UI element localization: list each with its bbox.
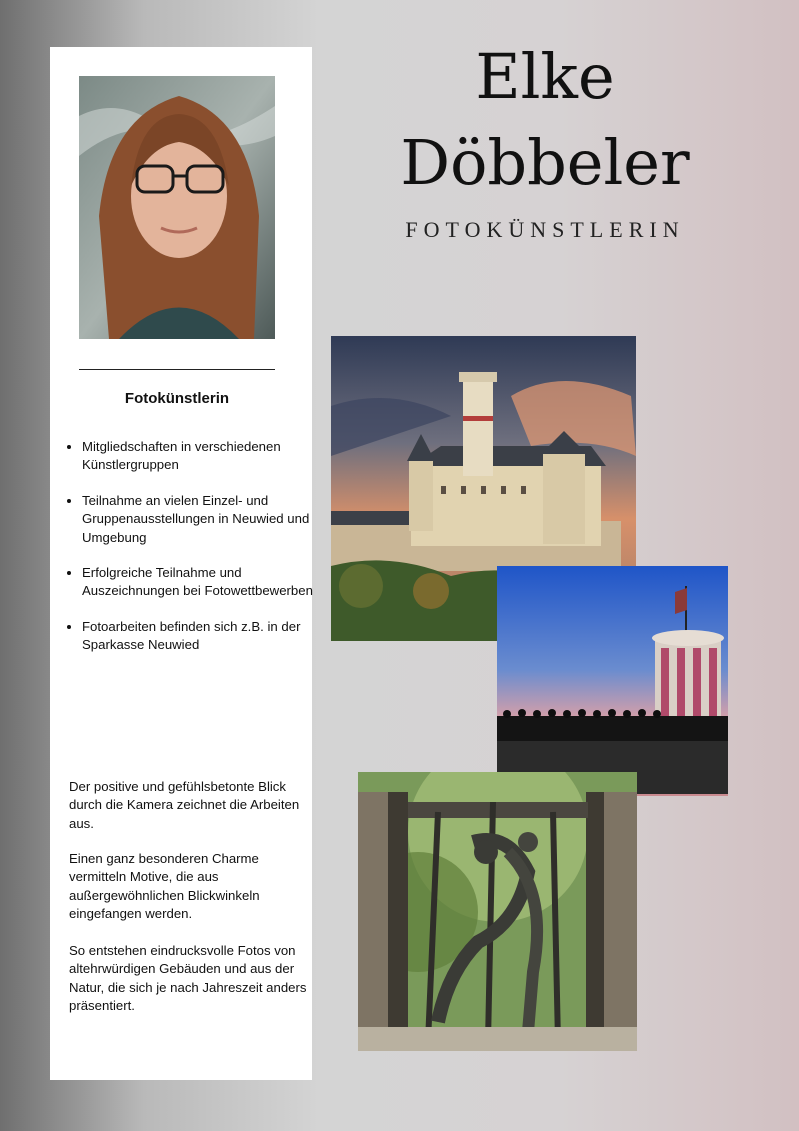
description-paragraph: So entstehen eindrucksvolle Fotos von altehrwürdigen Gebäuden und aus der Natur, die sich je nach Jahreszeit anders präsentiert. [69,943,307,1014]
panel-title: Fotokünstlerin [124,390,230,407]
list-item: • Teilnahme an vielen Einzel- und Gruppenausstellungen in Neuwied und Umgebung [82,492,322,547]
description-paragraph: Einen ganz besonderen Charme vermitteln Motive, die aus außergewöhnlichen Blickwinkeln eingefangen werden. [69,851,260,922]
tower-sunset-photo [497,566,728,796]
first-name-heading: Elke [475,40,615,113]
list-item: • Fotoarbeiten befinden sich z.B. in der Sparkasse Neuwied [82,618,322,655]
divider-line [79,369,275,370]
last-name-heading: Döbbeler [400,126,690,199]
subtitle: FOTOKÜNSTLERIN [405,217,685,242]
list-item: • Erfolgreiche Teilnahme und Auszeichnungen bei Fotowettbewerben [82,564,322,601]
list-item: • Mitgliedschaften in verschiedenen Künstlergruppen [82,438,322,475]
portrait-photo [79,76,275,339]
bronze-sculpture-photo [358,772,637,1051]
achievement-list [64,438,322,672]
description-paragraph: Der positive und gefühlsbetonte Blick durch die Kamera zeichnet die Arbeiten aus. [69,779,300,831]
